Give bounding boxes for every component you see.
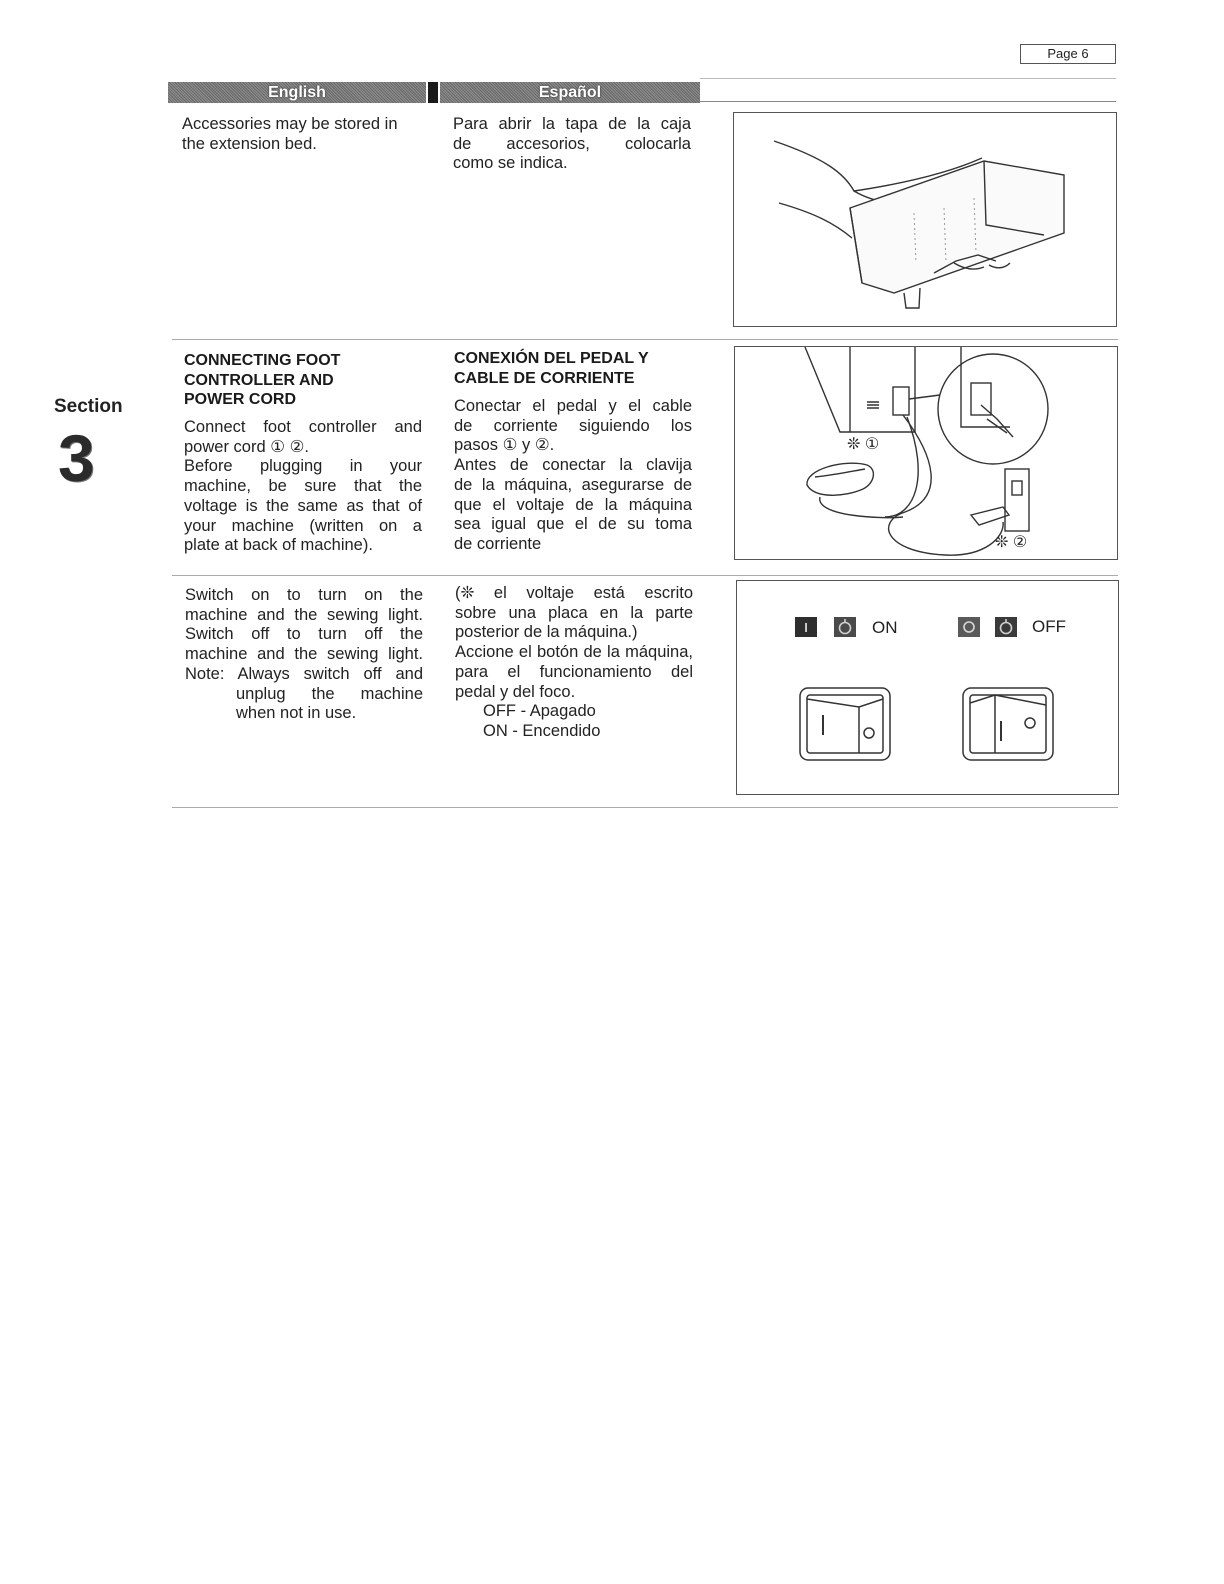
switch-off-symbol-icon (958, 617, 980, 637)
divider (172, 575, 1118, 576)
text-line: Conectar el pedal y el cable (454, 397, 692, 415)
connecting-heading-en (184, 351, 424, 410)
text-line: when not in use. (236, 704, 357, 723)
figure-mark-2: ❊ ② (995, 534, 1028, 551)
text-line: de accesorios, colocarla (453, 134, 691, 153)
text-line: Before plugging in your (184, 457, 422, 476)
text-line: posterior de la máquina.) (455, 623, 638, 642)
heading-line: CONEXIÓN DEL PEDAL Y (454, 350, 649, 367)
switch-text-en (185, 586, 423, 724)
text-line: the extension bed. (182, 134, 317, 153)
text-line: Note: Always switch off and (185, 664, 423, 683)
on-glyph: I (804, 620, 808, 635)
connecting-text-es (454, 397, 692, 555)
accessories-text-es (453, 115, 691, 174)
text-line: pedal y del foco. (455, 682, 576, 701)
divider (172, 339, 1118, 340)
foot-controller-power-cord-illustration (735, 347, 1117, 559)
text-line: Antes de conectar la clavija (454, 456, 692, 475)
on-label: ON (872, 618, 898, 637)
text-line: Switch on to turn on the (185, 586, 423, 604)
text-line: que el voltaje de la máquina (454, 495, 692, 514)
top-rule (700, 78, 1116, 79)
text-line: de corriente siguiendo los (454, 416, 692, 435)
extension-bed-figure (733, 112, 1117, 327)
text-line: machine and the sewing light. (185, 645, 423, 664)
page-number: Page 6 (1020, 44, 1116, 64)
text-line: machine and the sewing light. (185, 605, 423, 624)
text-line: sea igual que el de su toma (454, 515, 692, 534)
text-line: Connect foot controller and (184, 418, 422, 436)
heading-line: CONNECTING FOOT (184, 352, 341, 369)
rocker-switch-on-icon (800, 688, 890, 760)
text-line: machine, be sure that the (184, 477, 422, 496)
text-line: OFF - Apagado (483, 702, 596, 721)
text-line: de corriente (454, 534, 542, 553)
heading-line: POWER CORD (184, 391, 296, 408)
text-line: your machine (written on a (184, 516, 422, 535)
text-line: plate at back of machine). (184, 536, 373, 555)
spanish-header: Español (440, 82, 700, 103)
text-line: para el funcionamiento del (455, 662, 693, 681)
text-line: sobre una placa en la parte (455, 603, 693, 622)
text-line: power cord ① ②. (184, 437, 309, 456)
switch-text-es (455, 584, 693, 742)
connecting-heading-es (454, 349, 694, 388)
text-line: como se indica. (453, 154, 568, 173)
text-line: voltage is the same as that of (184, 496, 422, 515)
text-line: Switch off to turn off the (185, 625, 423, 644)
text-line: pasos ① y ②. (454, 436, 555, 455)
on-off-switch-illustration (737, 581, 1118, 794)
power-cord-figure (734, 346, 1118, 560)
off-label: OFF (1032, 617, 1066, 636)
power-switch-figure (736, 580, 1119, 795)
section-number: 3 (58, 421, 95, 495)
text-line: unplug the machine (236, 684, 423, 703)
section-label: Section (54, 396, 123, 417)
hands-opening-box-illustration (734, 113, 1116, 326)
english-header: English (168, 82, 426, 103)
divider (172, 807, 1118, 808)
header-rule (700, 101, 1116, 102)
accessories-text-en (182, 115, 422, 154)
text-line: (❊ el voltaje está escrito (455, 584, 693, 602)
rocker-switch-off-icon (963, 688, 1053, 760)
connecting-text-en (184, 418, 422, 556)
heading-line: CABLE DE CORRIENTE (454, 369, 635, 387)
text-line: Para abrir la tapa de la caja (453, 115, 691, 133)
text-line: ON - Encendido (483, 721, 601, 740)
text-line: Accione el botón de la máquina, (455, 643, 693, 662)
text-line: Accessories may be stored in (182, 115, 398, 133)
header-divider (428, 82, 438, 103)
figure-mark-1: ❊ ① (847, 436, 880, 453)
text-line: de la máquina, asegurarse de (454, 475, 692, 494)
heading-line: CONTROLLER AND (184, 371, 334, 389)
